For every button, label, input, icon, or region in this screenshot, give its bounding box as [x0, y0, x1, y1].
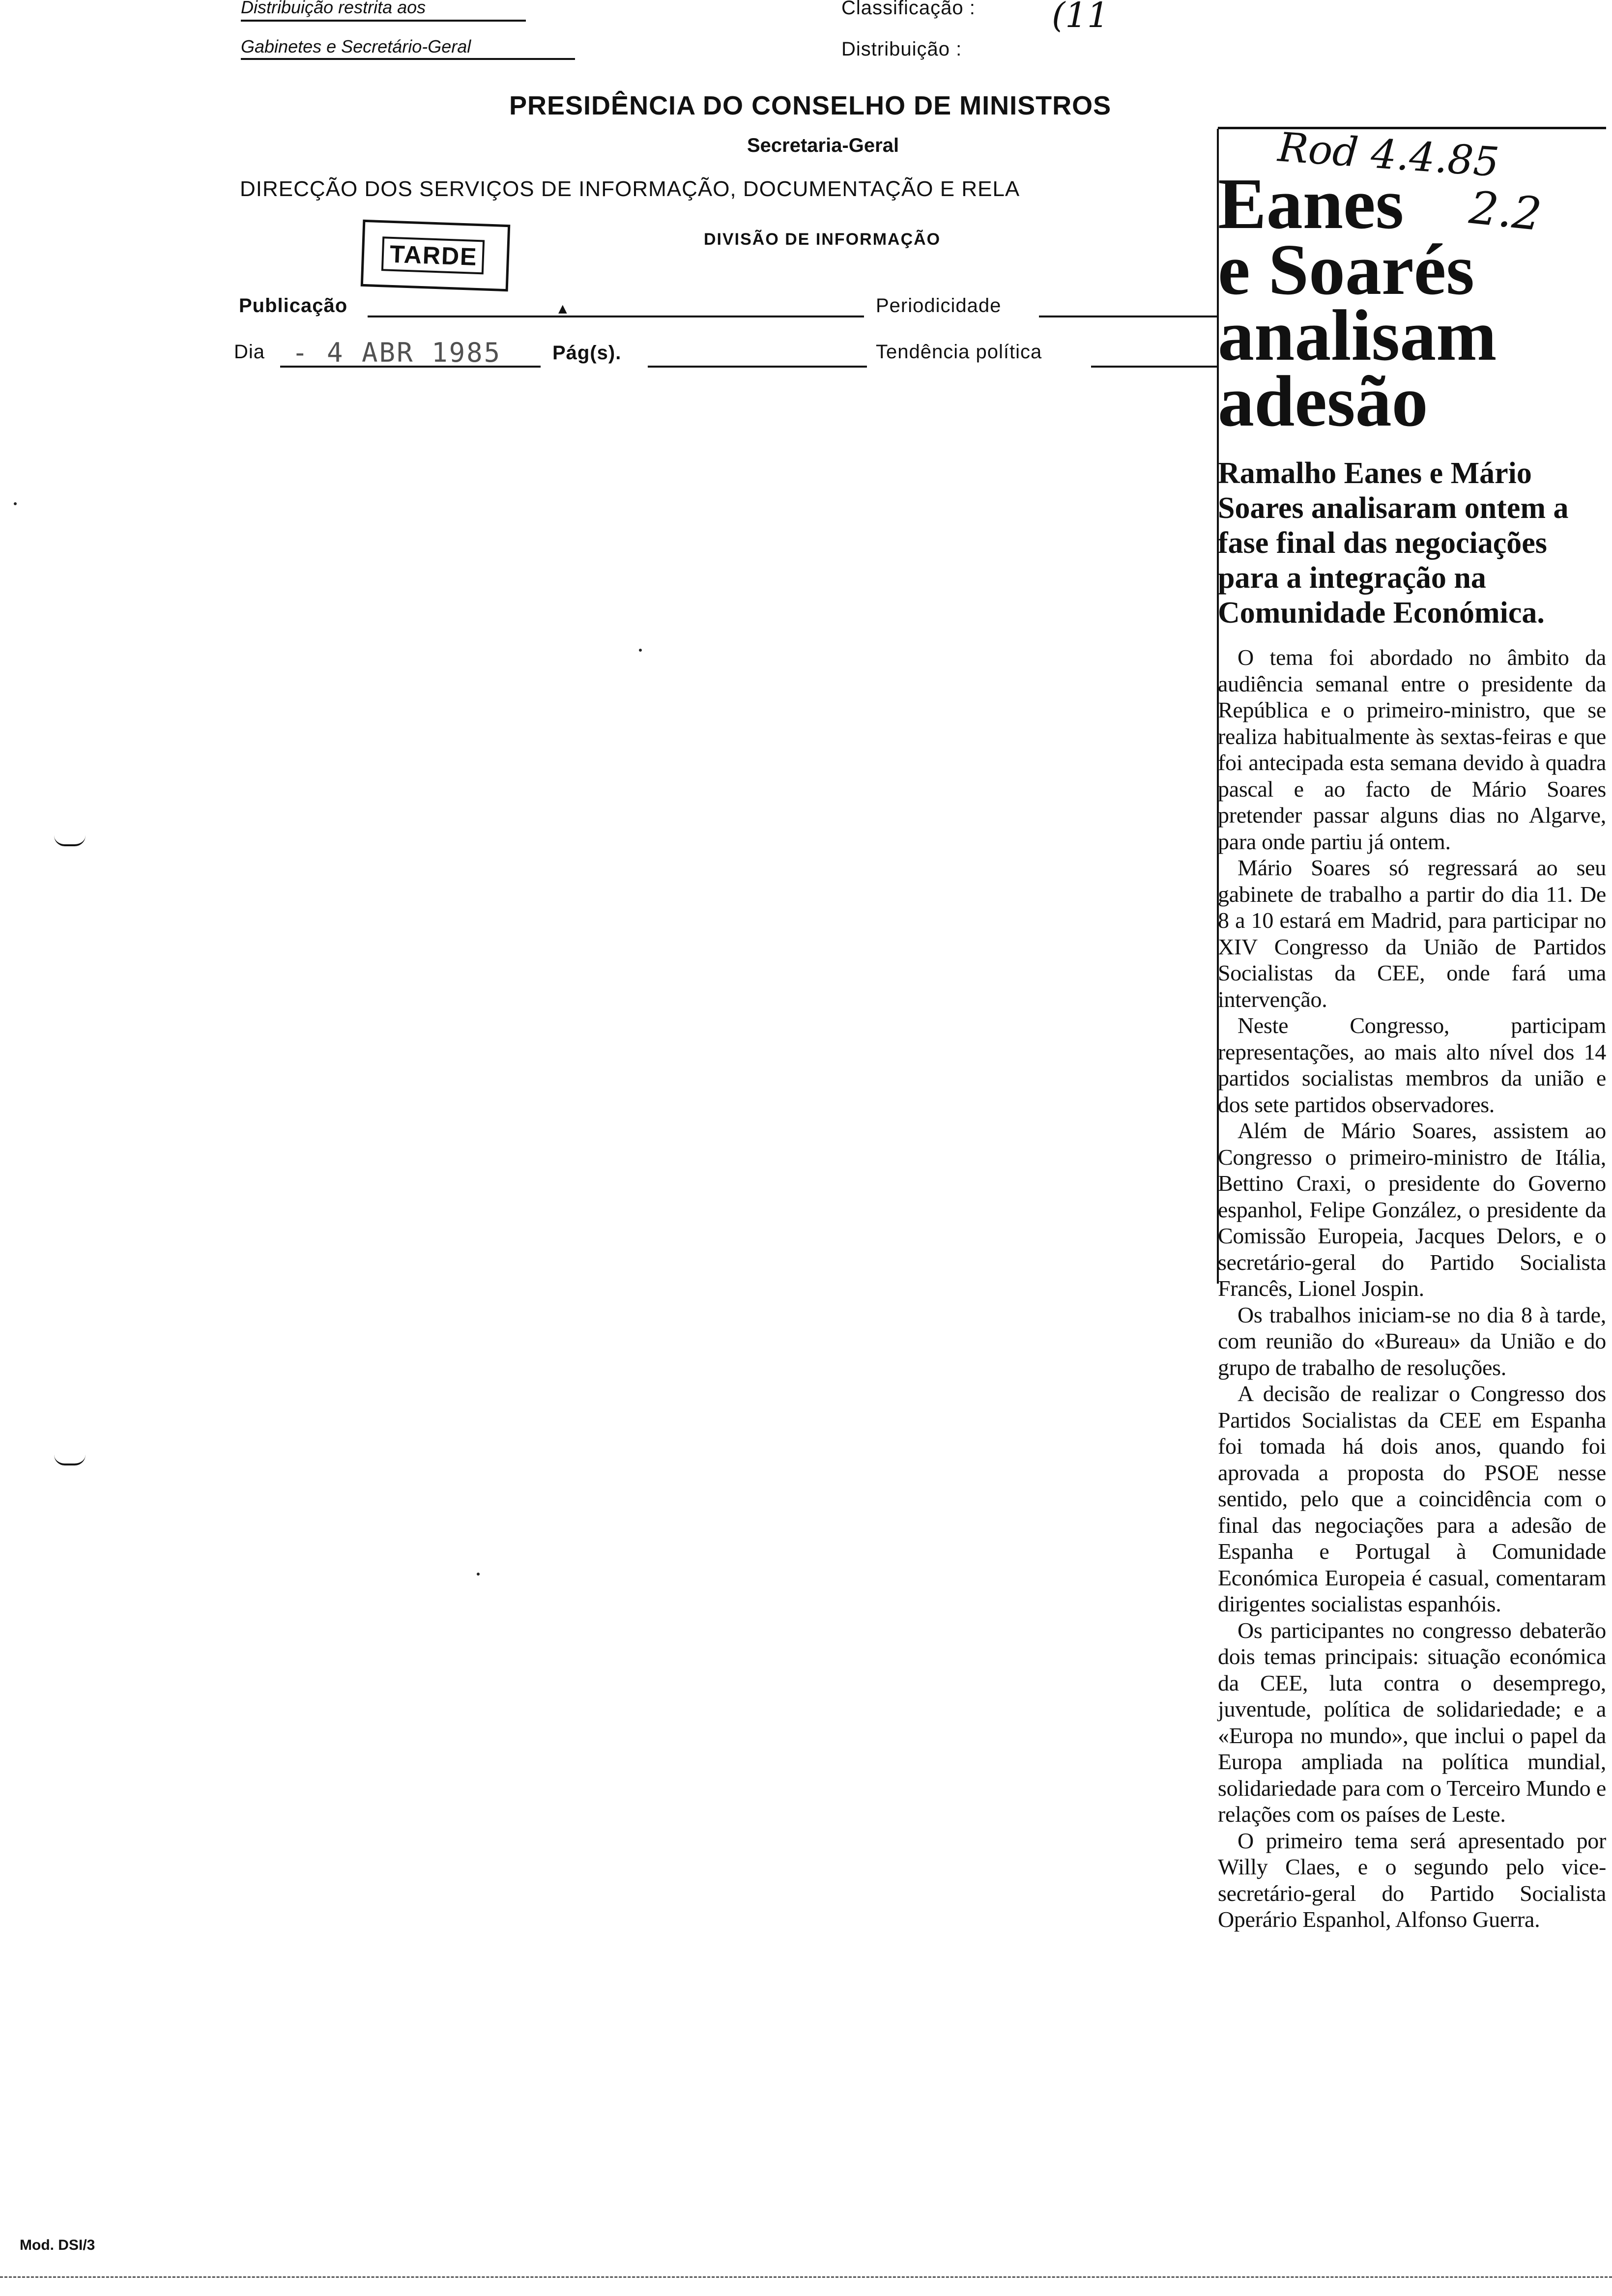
- headline-line-2: e Soarés: [1218, 230, 1474, 310]
- office-subtitle: Secretaria-Geral: [747, 135, 899, 156]
- article-paragraph: Neste Congresso, participam representações, ao mais alto nível dos 14 partidos socialistas membros da união e dos sete partidos observadores.: [1218, 1013, 1606, 1117]
- pages-label: Pág(s).: [552, 342, 622, 364]
- headline-line-4: adesão: [1218, 361, 1428, 442]
- classification-label: Classificação :: [841, 0, 976, 19]
- tarde-stamp-box: [361, 220, 511, 291]
- handwritten-mark: 2.2: [1467, 181, 1544, 241]
- directorate-title: DIRECÇÃO DOS SERVIÇOS DE INFORMAÇÃO, DOCUMENTAÇÃO E RELA: [240, 177, 1020, 201]
- scan-speck: [639, 649, 642, 652]
- article-paragraph: Os participantes no congresso debaterão dois temas principais: situação económica da CEE, luta contra o desemprego, juventude, política de solidariedade; e a «Europa no mundo», que inclui o papel da Europa ampliada na política mundial, solidariedade para com o Terceiro Mundo e relações com os países de Leste.: [1218, 1617, 1606, 1827]
- article-paragraph: Os trabalhos iniciam-se no dia 8 à tarde, com reunião do «Bureau» da União e do grupo de trabalho de resoluções.: [1218, 1302, 1606, 1380]
- pages-field-line: [648, 366, 867, 368]
- newspaper-clipping: [1218, 129, 1606, 2247]
- division-title: DIVISÃO DE INFORMAÇÃO: [704, 230, 941, 249]
- day-label: Dia: [234, 341, 265, 363]
- periodicity-field-line: [1039, 316, 1219, 317]
- scan-mark: [54, 1455, 86, 1465]
- headline-line-3: analisam: [1218, 295, 1497, 376]
- publication-field-line: [368, 316, 864, 317]
- distribution-underline: [241, 20, 526, 22]
- date-stamp: - 4 ABR 1985: [292, 337, 502, 368]
- article-paragraph: Mário Soares só regressará ao seu gabinete de trabalho a partir do dia 11. De 8 a 10 estará em Madrid, para participar no XIV Congresso da União de Partidos Socialistas da CEE, onde fará uma intervenção.: [1218, 855, 1606, 1012]
- article-paragraph: O primeiro tema será apresentado por Willy Claes, e o segundo pelo vice-secretário-geral do Partido Socialista Operário Espanhol, Alfonso Guerra.: [1218, 1828, 1606, 1932]
- article-body: [1218, 644, 1606, 1933]
- scan-speck: [14, 502, 17, 505]
- classification-handwritten-value: (11: [1052, 0, 1109, 35]
- article-paragraph: Além de Mário Soares, assistem ao Congresso o primeiro-ministro de Itália, Bettino Craxi, o presidente do Governo espanhol, Felipe González, o presidente da Comissão Europeia, Jacques Delors, e o secretário-geral do Partido Socialista Francês, Lionel Jospin.: [1218, 1118, 1606, 1301]
- distribution-recipients-label: Gabinetes e Secretário-Geral: [241, 36, 471, 57]
- scan-speck: [477, 1573, 480, 1576]
- distribution-restricted-label: Distribuição restrita aos: [241, 0, 426, 17]
- handwritten-date-note: Rod 4.4.85: [1276, 124, 1501, 186]
- form-code: Mod. DSI/3: [20, 2237, 95, 2253]
- publication-caret: ▲: [555, 301, 570, 317]
- article-lead: Ramalho Eanes e Mário Soares analisaram ontem a fase final das negociações para a integração na Comunidade Económica.: [1218, 457, 1569, 630]
- distribution-label: Distribuição :: [841, 38, 962, 60]
- publication-label: Publicação: [239, 295, 348, 316]
- office-title: PRESIDÊNCIA DO CONSELHO DE MINISTROS: [509, 91, 1112, 120]
- stamp-text: TARDE: [389, 240, 478, 271]
- scan-mark: [54, 835, 86, 846]
- article-paragraph: A decisão de realizar o Congresso dos Partidos Socialistas da CEE em Espanha foi tomada há dois anos, quando foi aprovada a proposta do PSOE nesse sentido, pelo que a coincidência com o final das negociações para a adesão de Espanha e Portugal à Comunidade Económica Europeia é casual, comentaram dirigentes socialistas espanhóis.: [1218, 1381, 1606, 1616]
- periodicity-label: Periodicidade: [876, 295, 1002, 316]
- article-paragraph: O tema foi abordado no âmbito da audiência semanal entre o presidente da República e o primeiro-ministro, que se realiza habitualmente às sextas-feiras e que foi antecipada esta semana devido à quadra pascal e ao facto de Mário Soares pretender passar alguns dias no Algarve, para onde partiu já ontem.: [1218, 645, 1606, 854]
- headline-line-1: Eanes: [1218, 164, 1404, 244]
- tendency-label: Tendência política: [876, 341, 1042, 363]
- bottom-scan-edge: [0, 2276, 1612, 2278]
- tendency-field-line: [1091, 366, 1219, 368]
- recipients-underline: [241, 58, 575, 60]
